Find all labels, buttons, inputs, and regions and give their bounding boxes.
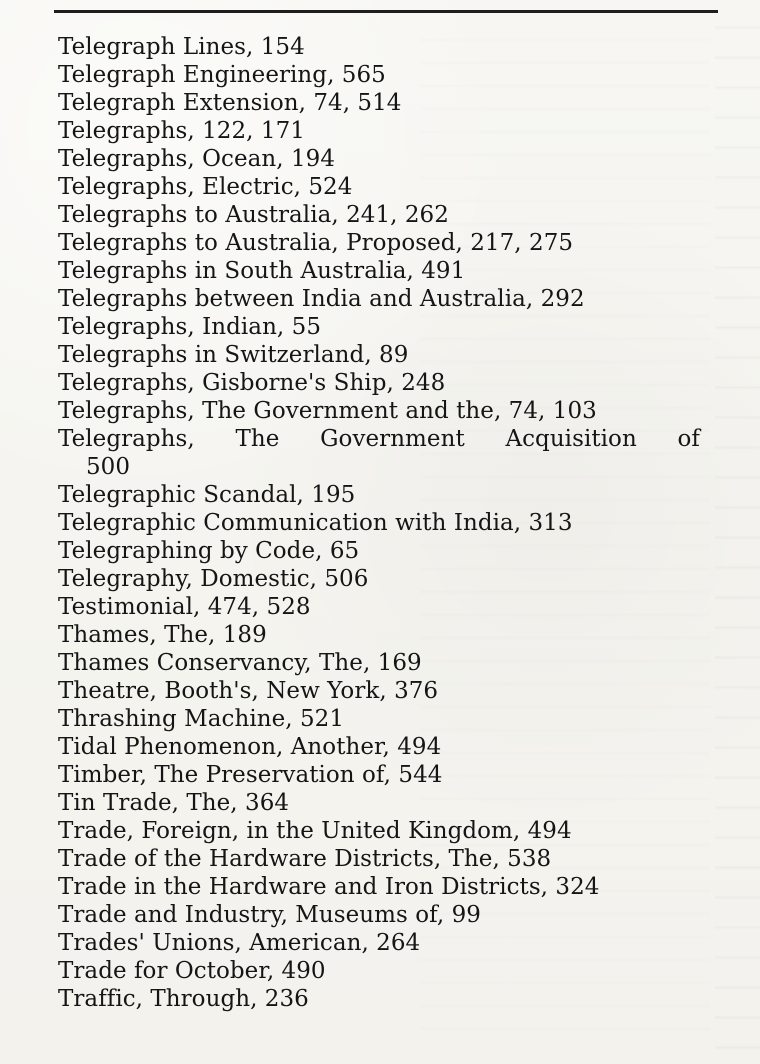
index-entry: Thrashing Machine, 521 bbox=[58, 706, 345, 732]
index-entry: Trade in the Hardware and Iron Districts, 324 bbox=[58, 874, 600, 900]
index-entry: Telegraph Extension, 74, 514 bbox=[58, 90, 402, 116]
index-entry: Thames, The, 189 bbox=[58, 622, 267, 648]
index-entry: Telegraphs to Australia, Proposed, 217, 275 bbox=[58, 230, 574, 256]
entry-word: Acquisition bbox=[505, 426, 637, 452]
index-entry: Telegraphs between India and Australia, 292 bbox=[58, 286, 585, 312]
index-entry: Telegraphs, Ocean, 194 bbox=[58, 146, 336, 172]
entry-word: The bbox=[235, 426, 280, 452]
index-entry: Telegraphy, Domestic, 506 bbox=[58, 566, 369, 592]
right-margin-bleed bbox=[715, 0, 760, 1064]
index-entry: Telegraphs to Australia, 241, 262 bbox=[58, 202, 449, 228]
index-entry: Telegraphs, Electric, 524 bbox=[58, 174, 353, 200]
index-entry: Trade of the Hardware Districts, The, 538 bbox=[58, 846, 552, 872]
index-entry: Trade for October, 490 bbox=[58, 958, 326, 984]
index-entry: Telegraph Engineering, 565 bbox=[58, 62, 386, 88]
entry-word: of bbox=[677, 426, 700, 452]
index-list bbox=[58, 33, 704, 1013]
index-entry: Telegraph Lines, 154 bbox=[58, 34, 305, 60]
index-entry: Telegraphs, Gisborne's Ship, 248 bbox=[58, 370, 446, 396]
index-entry: Timber, The Preservation of, 544 bbox=[58, 762, 443, 788]
index-entry-continuation: 500 bbox=[86, 454, 131, 480]
index-entry: Telegraphs, The Government and the, 74, 103 bbox=[58, 398, 597, 424]
index-entry: Telegraphic Communication with India, 313 bbox=[58, 510, 573, 536]
index-entry: Theatre, Booth's, New York, 376 bbox=[58, 678, 439, 704]
top-rule bbox=[54, 10, 718, 13]
index-entry: Tidal Phenomenon, Another, 494 bbox=[58, 734, 442, 760]
index-entry: Trades' Unions, American, 264 bbox=[58, 930, 421, 956]
index-entry: Trade, Foreign, in the United Kingdom, 494 bbox=[58, 818, 572, 844]
entry-word: Telegraphs, bbox=[58, 426, 195, 452]
index-entry: Telegraphs, Indian, 55 bbox=[58, 314, 322, 340]
index-entry: Telegraphic Scandal, 195 bbox=[58, 482, 356, 508]
index-entry: Testimonial, 474, 528 bbox=[58, 594, 311, 620]
index-entry: Telegraphing by Code, 65 bbox=[58, 538, 360, 564]
index-entry: Telegraphs, 122, 171 bbox=[58, 118, 305, 144]
index-entry-justified bbox=[58, 425, 700, 453]
index-entry: Traffic, Through, 236 bbox=[58, 986, 309, 1012]
entry-word: Government bbox=[320, 426, 465, 452]
index-entry: Trade and Industry, Museums of, 99 bbox=[58, 902, 481, 928]
index-entry: Thames Conservancy, The, 169 bbox=[58, 650, 422, 676]
index-entry: Telegraphs in South Australia, 491 bbox=[58, 258, 466, 284]
index-entry: Telegraphs in Switzerland, 89 bbox=[58, 342, 409, 368]
index-entry: Tin Trade, The, 364 bbox=[58, 790, 290, 816]
